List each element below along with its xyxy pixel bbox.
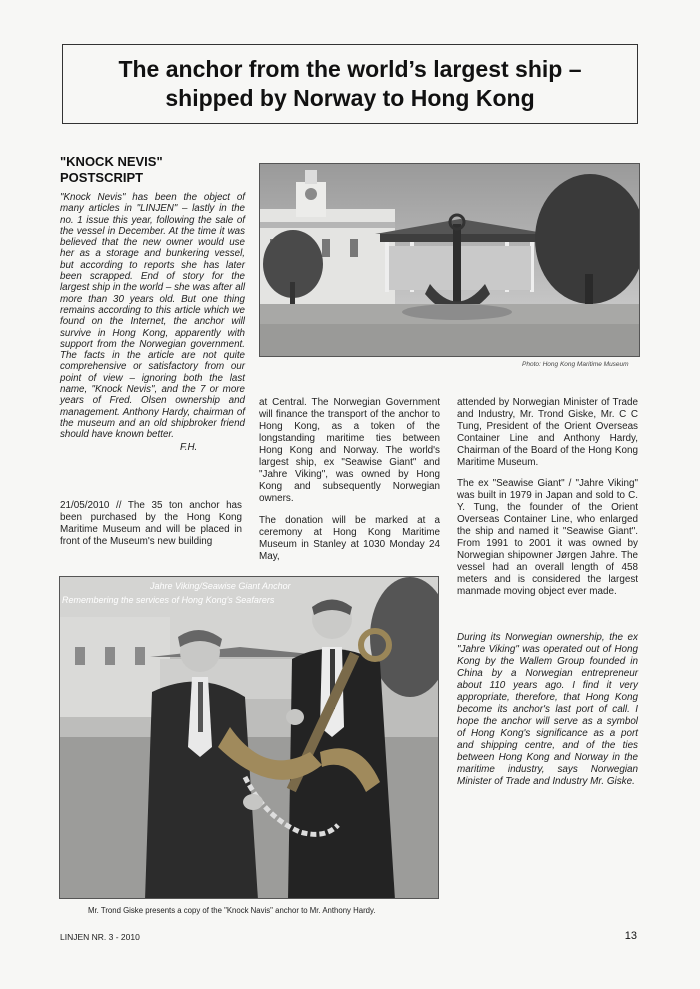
- postscript-heading-line-1: "KNOCK NEVIS": [60, 154, 163, 169]
- postscript-signature: F.H.: [180, 441, 198, 453]
- presentation-photo: [59, 576, 439, 899]
- postscript-heading-line-2: POSTSCRIPT: [60, 170, 144, 185]
- photo-credit: Photo: Hong Kong Maritime Museum: [522, 361, 629, 368]
- article-paragraph-3: The donation will be marked at a ceremony at Hong Kong Maritime Museum in Stanley at 1030 Monday 24 May,: [259, 515, 440, 562]
- article-paragraph-6: During its Norwegian ownership, the ex "Jahre Viking" was operated out of Hong Kong by the Wallem Group founded in China by a Norwegian entrepreneur about 110 years ago. I find it very appropriate, therefore, that Hong Kong become its anchor's last port of call. I hope the anchor will serve as a symbol of Hong Kong's significance as a port and shipping centre, and of the ties between Hong Kong and Norway in the maritime industry, says Norwegian Minister of Trade and Industry Mr. Giske.: [457, 632, 638, 787]
- postscript-heading: [60, 154, 245, 186]
- article-paragraph-5: The ex "Seawise Giant" / "Jahre Viking" was built in 1979 in Japan and sold to C. Y. Tung, the founder of the Orient Overseas Container Line, who enlarged the ship and named it "Seawise Giant". From 1991 to 2001 it was owned by Norwegian shipowner Jørgen Jahre. The vessel had an overall length of 458 meters and is considered the largest manmade moving object ever made.: [457, 478, 638, 597]
- presentation-photo-image: [60, 577, 439, 899]
- article-paragraph-4: attended by Norwegian Minister of Trade and Industry, Mr. Trond Giske, Mr. C C Tung, President of the Orient Overseas Container Line and Anthony Hardy, Chairman of the Board of the Hong Kong Maritime Museum.: [457, 397, 638, 468]
- postscript-sidebar: [60, 154, 245, 453]
- headline-line-2: shipped by Norway to Hong Kong: [165, 85, 535, 111]
- postscript-text: "Knock Nevis" has been the object of many articles in "LINJEN" – lastly in the no. 1 issue this year, following the sale of the vessel in December. At the time it was believed that the new owner would use her as a storage and bunkering vessel, but according to reports she has later been scrapped. End of story for the largest ship in the world – she was after all more than 30 years old. But one thing remains according to this article which we found on the Internet, the anchor will survive in Hong Kong, apparently with support from the Norwegian government. The facts in the article are not quite comprehensive or satisfactory from our point of view – ignoring both the last name, "Knock Nevis", and the 7 or more years of Fred. Olsen ownership and management. Anthony Hardy, chairman of the museum and an old shipbroker friend should have known better.: [60, 192, 245, 441]
- photo-caption: Mr. Trond Giske presents a copy of the "Knock Navis" anchor to Mr. Anthony Hardy.: [88, 906, 376, 915]
- headline-line-1: The anchor from the world’s largest ship –: [118, 56, 582, 82]
- article-paragraph-2: at Central. The Norwegian Government will finance the transport of the anchor to Hong Kong, as a token of the longstanding maritime ties between Hong Kong and Norway. The world's largest ship, ex "Seawise Giant" and "Jahre Viking", was owned by Hong Kong and subsequently Norwegian owners.: [259, 397, 440, 504]
- headline-box: [62, 44, 638, 124]
- museum-photo: [259, 163, 640, 357]
- publication-footer: LINJEN NR. 3 - 2010: [60, 932, 140, 942]
- museum-photo-image: [260, 164, 640, 357]
- banner-line-2: Remembering the services of Hong Kong's Seafarers: [62, 595, 275, 605]
- article-paragraph-1: 21/05/2010 // The 35 ton anchor has been purchased by the Hong Kong Maritime Museum and will be placed in front of the Museum's new building: [60, 500, 242, 547]
- banner-line-1: Jahre Viking/Seawise Giant Anchor: [150, 581, 291, 591]
- page-number: 13: [624, 930, 637, 942]
